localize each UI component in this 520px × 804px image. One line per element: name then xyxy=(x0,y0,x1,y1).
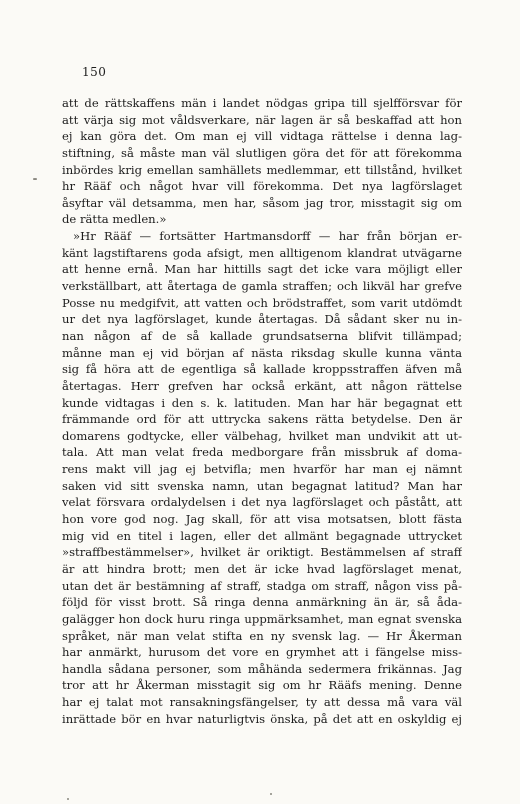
text-line: att henne ernå. Man har hittills sagt det icke vara möjligt eller xyxy=(62,262,462,277)
text-line: handla sådana personer, som måhända sedermera frikännas. Jag xyxy=(62,661,462,676)
text-line: rens makt vill jag ej betvifla; men hvarför har man ej nämnt xyxy=(62,462,462,477)
text-line: sig få höra att de egentliga så kallade kroppsstraffen äfven må xyxy=(62,362,462,377)
text-line: känt lagstiftarens goda afsigt, men alltigenom klandrat utvägarne xyxy=(62,245,462,260)
text-line: att värja sig mot våldsverkare, när lagen är så beskaffad att hon xyxy=(62,112,462,127)
text-line: kunde vidtagas i den s. k. latituden. Man har här begagnat ett xyxy=(62,395,462,410)
paper-speck xyxy=(33,178,37,180)
paper-speck xyxy=(67,798,69,800)
paper-speck xyxy=(270,793,272,795)
text-line: följd för visst brott. Så ringa denna anmärkning än är, så åda- xyxy=(62,595,462,610)
text-line: inrättade bör en hvar naturligtvis önska, på det att en oskyldig ej xyxy=(62,711,462,726)
page-number: 150 xyxy=(82,65,107,79)
text-line: har ej talat mot ransakningsfängelser, ty att dessa må vara väl xyxy=(62,695,462,710)
text-line: velat försvara ordalydelsen i det nya lagförslaget och påstått, att xyxy=(62,495,462,510)
text-line: »Hr Rääf — fortsätter Hartmansdorff — har från början er- xyxy=(73,229,462,244)
text-line: domarens godtycke, eller välbehag, hvilket man undvikit att ut- xyxy=(62,428,462,443)
body-text xyxy=(62,95,462,727)
text-line: galägger hon dock huru ringa uppmärksamhet, man egnat svenska xyxy=(62,611,462,626)
text-line: är att hindra brott; men det är icke hvad lagförslaget menat, xyxy=(62,561,462,576)
text-line: ej kan göra det. Om man ej vill vidtaga rättelse i denna lag- xyxy=(62,129,462,144)
text-line: stiftning, så måste man väl slutligen göra det för att förekomma xyxy=(62,145,462,160)
text-line: månne man ej vid början af nästa riksdag skulle kunna vänta xyxy=(62,345,462,360)
text-line: inbördes krig emellan samhällets medlemmar, ett tillstånd, hvilket xyxy=(62,162,462,177)
text-line: återtagas. Herr grefven har också erkänt, att någon rättelse xyxy=(62,378,462,393)
text-line: hon vore god nog. Jag skall, för att visa motsatsen, blott fästa xyxy=(62,512,462,527)
text-line: hr Rääf och något hvar vill förekomma. Det nya lagförslaget xyxy=(62,179,462,194)
text-line: saken vid sitt svenska namn, utan begagnat latitud? Man har xyxy=(62,478,462,493)
text-line: »straffbestämmelser», hvilket är oriktigt. Bestämmelsen af straff xyxy=(62,545,462,560)
text-line: verkställbart, att återtaga de gamla straffen; och likväl har grefve xyxy=(62,279,462,294)
text-line: att de rättskaffens män i landet nödgas gripa till sjelfförsvar för xyxy=(62,96,462,110)
text-line: ur det nya lagförslaget, kunde återtagas. Då sådant sker nu in- xyxy=(62,312,462,327)
text-line: mig vid en titel i lagen, eller det allmänt begagnade uttrycket xyxy=(62,528,462,543)
text-line: främmande ord för att uttrycka sakens rätta betydelse. Den är xyxy=(62,412,462,427)
text-line: nan någon af de så kallade grundsatserna blifvit tillämpad; xyxy=(62,328,462,343)
text-line: tala. Att man velat freda medborgare från missbruk af doma- xyxy=(62,445,462,460)
text-line: har anmärkt, hurusom det vore en grymhet att i fängelse miss- xyxy=(62,645,462,660)
text-line: utan det är bestämning af straff, stadga om straff, någon viss på- xyxy=(62,578,462,593)
text-line: åsyftar väl detsamma, men har, såsom jag tror, misstagit sig om xyxy=(62,195,462,210)
text-line: Posse nu medgifvit, att vatten och brödstraffet, som varit utdömdt xyxy=(62,295,462,310)
text-line: språket, när man velat stifta en ny svensk lag. — Hr Åkerman xyxy=(62,628,462,643)
text-line: de rätta medlen.» xyxy=(62,212,167,227)
text-line: tror att hr Åkerman misstagit sig om hr Rääfs mening. Denne xyxy=(62,678,462,693)
